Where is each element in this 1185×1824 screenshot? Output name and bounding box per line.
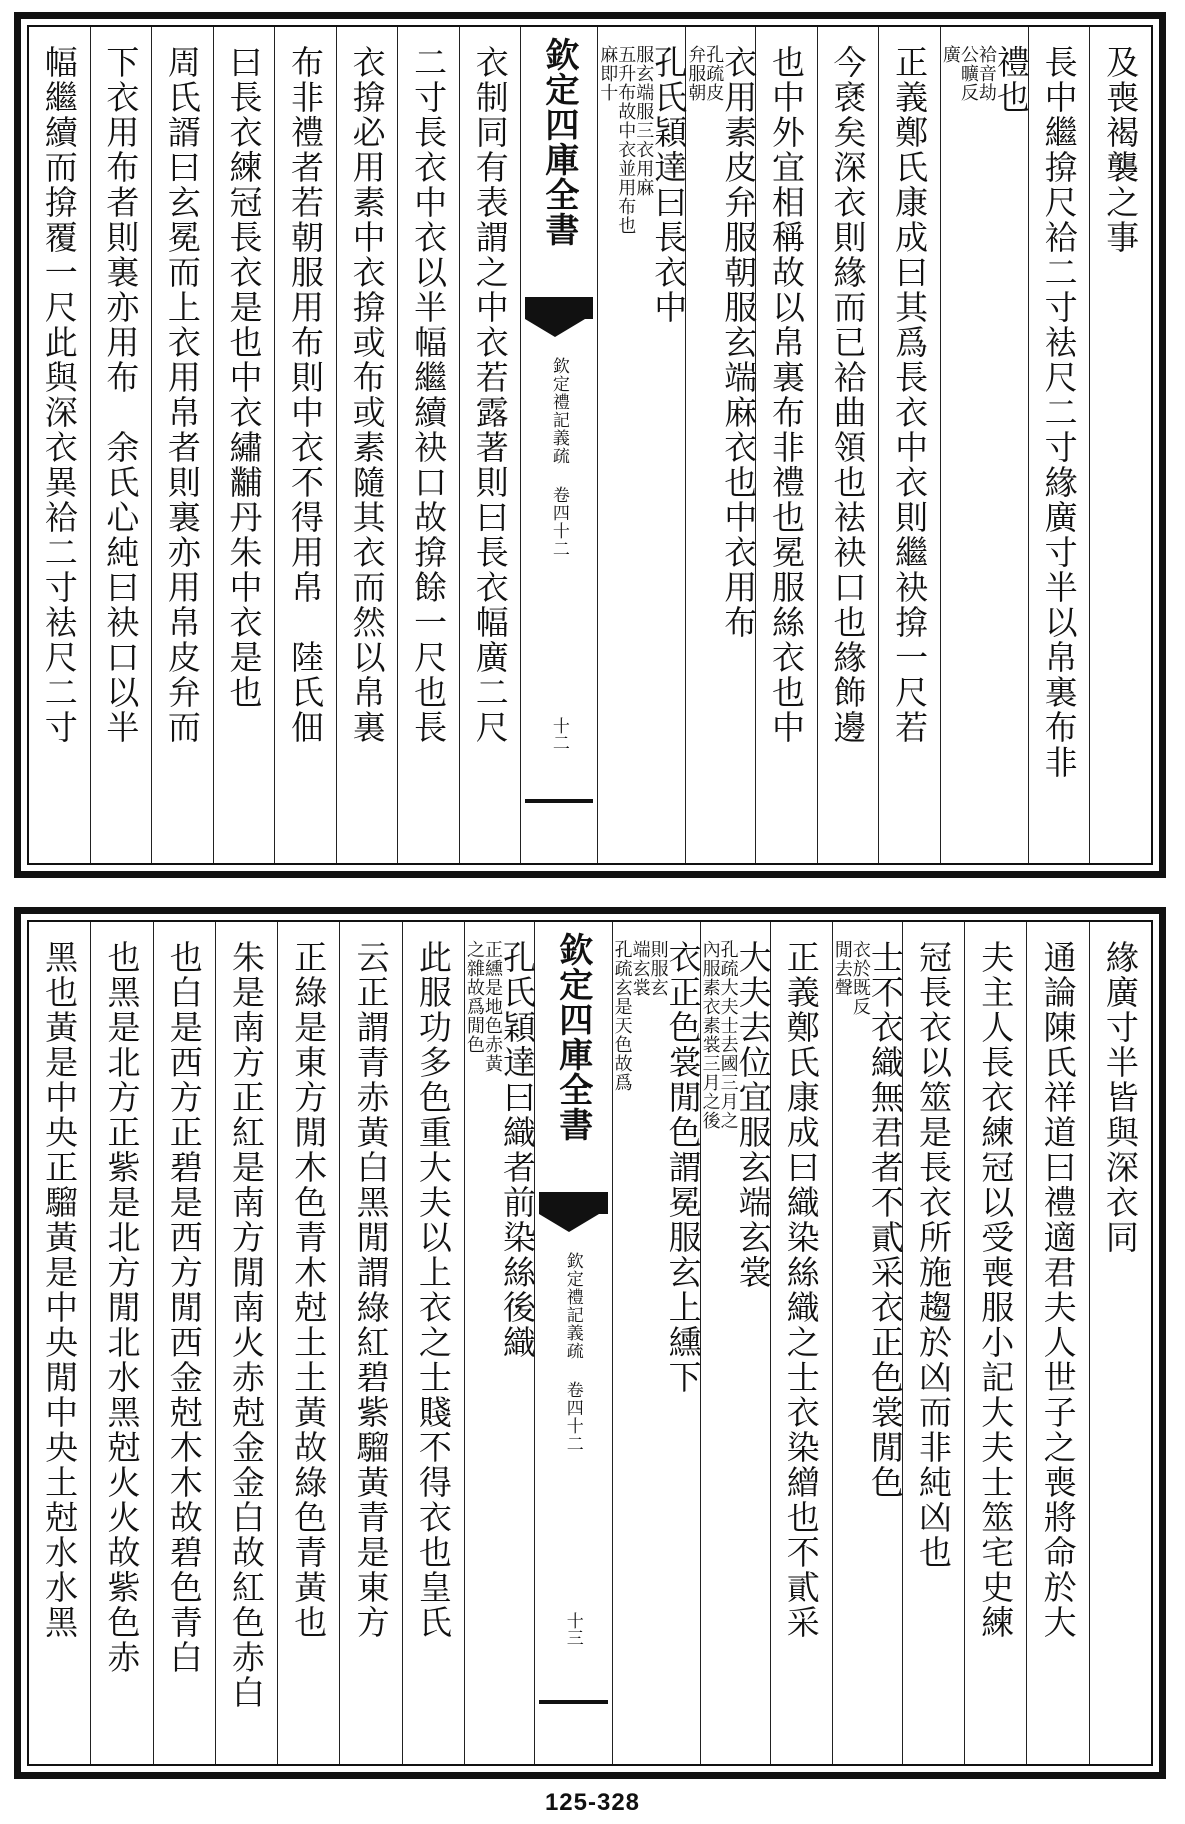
upper-page bbox=[14, 12, 1166, 878]
center-margin-column bbox=[535, 922, 613, 1764]
column-content bbox=[29, 922, 90, 1764]
column-content bbox=[597, 27, 689, 863]
main-text: 通論陳氏祥道曰禮適君夫人世子之喪將命於大 bbox=[1038, 940, 1078, 1640]
column-content bbox=[1027, 922, 1088, 1764]
text-column bbox=[337, 27, 399, 863]
main-text: 此服功多色重大夫以上衣之士賤不得衣也皇氏 bbox=[413, 940, 453, 1640]
main-text: 正義鄭氏康成曰其爲長衣中衣則繼袂揜一尺若 bbox=[890, 45, 930, 745]
volume-label: 欽定禮記義疏 卷四十二 bbox=[548, 357, 569, 558]
text-column bbox=[818, 27, 880, 863]
lower-fishtail-mark-icon bbox=[535, 1664, 612, 1704]
column-content bbox=[685, 27, 759, 863]
column-content bbox=[403, 922, 464, 1764]
book-title: 欽定四庫全書 bbox=[538, 37, 579, 247]
main-text: 長中繼揜尺袷二寸袪尺二寸緣廣寸半以帛裏布非 bbox=[1039, 45, 1079, 780]
main-text: 也黑是北方正紫是北方閒北水黑尅火火故紫色赤 bbox=[102, 940, 142, 1675]
leaf-number: 十二 bbox=[548, 717, 569, 751]
lower-page bbox=[14, 907, 1166, 1779]
annotation-note: 孔疏皮 bbox=[703, 45, 725, 102]
text-column bbox=[701, 922, 771, 1764]
main-text: 正義鄭氏康成曰織染絲織之士衣染繒也不貳采 bbox=[781, 940, 821, 1640]
main-text: 及喪褐襲之事 bbox=[1101, 45, 1141, 255]
text-column bbox=[465, 922, 535, 1764]
annotation-note: 則服玄 bbox=[647, 940, 669, 997]
lower-columns bbox=[29, 922, 1151, 1764]
main-text: 幅繼續而揜覆一尺此與深衣異袷二寸袪尺二寸 bbox=[39, 45, 79, 745]
main-text: 孔氏穎達曰織者前染絲後織 bbox=[497, 940, 537, 1360]
annotation-note: 端玄裳 bbox=[629, 940, 651, 997]
annotation-note: 閒去聲 bbox=[831, 940, 853, 997]
volume-label: 欽定禮記義疏 卷四十二 bbox=[562, 1252, 583, 1453]
fishtail-mark-icon bbox=[521, 297, 597, 347]
main-text: 曰長衣練冠長衣是也中衣繡黼丹朱中衣是也 bbox=[224, 45, 264, 710]
column-content bbox=[1029, 27, 1090, 863]
column-content bbox=[611, 922, 703, 1764]
annotation-note: 五升布故中衣並用布也 bbox=[615, 45, 637, 235]
text-column bbox=[216, 922, 278, 1764]
column-content bbox=[756, 27, 817, 863]
text-column bbox=[214, 27, 276, 863]
text-column bbox=[879, 27, 941, 863]
text-column bbox=[91, 27, 153, 863]
annotation-note: 袷音劫 bbox=[975, 45, 997, 102]
annotation-note: 孔疏玄是天色故爲 bbox=[611, 940, 633, 1092]
center-margin-column bbox=[521, 27, 598, 863]
text-column bbox=[154, 922, 216, 1764]
column-content bbox=[879, 27, 940, 863]
column-content bbox=[831, 922, 905, 1764]
main-text: 禮也 bbox=[991, 45, 1031, 115]
main-text: 衣揜必用素中衣揜或布或素隨其衣而然以帛裏 bbox=[347, 45, 387, 745]
text-column bbox=[771, 922, 833, 1764]
column-content bbox=[1090, 922, 1151, 1764]
text-column bbox=[613, 922, 701, 1764]
text-column bbox=[1090, 922, 1151, 1764]
book-title: 欽定四庫全書 bbox=[552, 932, 593, 1142]
main-text: 下衣用布者則裏亦用布 余氏心純曰袂口以半 bbox=[101, 45, 141, 745]
annotation-note: 麻即十 bbox=[597, 45, 619, 102]
text-column bbox=[340, 922, 402, 1764]
text-column bbox=[1090, 27, 1151, 863]
annotation-note: 正纁是地色赤黃 bbox=[481, 940, 503, 1073]
text-column bbox=[91, 922, 153, 1764]
fishtail-mark-icon bbox=[535, 1192, 612, 1242]
lower-page-frame bbox=[27, 920, 1153, 1766]
leaf-number: 十三 bbox=[562, 1612, 583, 1646]
column-content bbox=[965, 922, 1026, 1764]
annotation-note: 廣 bbox=[939, 45, 961, 64]
column-content bbox=[29, 27, 90, 863]
column-content bbox=[91, 27, 152, 863]
main-text: 士不衣織無君者不貳采衣正色裳閒色 bbox=[865, 940, 905, 1500]
main-text: 緣廣寸半皆與深衣同 bbox=[1100, 940, 1140, 1255]
main-text: 衣正色裳閒色謂冕服玄上纁下 bbox=[663, 940, 703, 1395]
main-text: 周氏諝曰玄冕而上衣用帛者則裏亦用帛皮弁而 bbox=[162, 45, 202, 745]
column-content bbox=[699, 922, 773, 1764]
column-content bbox=[278, 922, 339, 1764]
text-column bbox=[398, 27, 460, 863]
upper-columns bbox=[29, 27, 1151, 863]
column-content bbox=[154, 922, 215, 1764]
main-text: 朱是南方正紅是南方閒南火赤尅金金白故紅色赤白 bbox=[227, 940, 266, 1710]
column-content bbox=[152, 27, 213, 863]
main-text: 冠長衣以筮是長衣所施趨於凶而非純凶也 bbox=[914, 940, 954, 1570]
main-text: 今褎矣深衣則緣而已袷曲領也袪袂口也緣飾邊 bbox=[828, 45, 868, 745]
column-content bbox=[337, 27, 398, 863]
text-column bbox=[903, 922, 965, 1764]
annotation-note: 公曠反 bbox=[957, 45, 979, 102]
lower-fishtail-mark-icon bbox=[521, 763, 597, 803]
column-content bbox=[463, 922, 537, 1764]
text-column bbox=[1029, 27, 1091, 863]
text-column bbox=[833, 922, 903, 1764]
text-column bbox=[460, 27, 522, 863]
text-column bbox=[941, 27, 1029, 863]
column-content bbox=[214, 27, 275, 863]
text-column bbox=[403, 922, 465, 1764]
column-content bbox=[398, 27, 459, 863]
main-text: 云正謂青赤黃白黑閒謂綠紅碧紫騮黃青是東方 bbox=[351, 940, 391, 1640]
column-content bbox=[275, 27, 336, 863]
text-column bbox=[29, 27, 91, 863]
annotation-note: 內服素衣素裳三月之後 bbox=[699, 940, 721, 1130]
text-column bbox=[278, 922, 340, 1764]
column-content bbox=[818, 27, 879, 863]
main-text: 二寸長衣中衣以半幅繼續袂口故揜餘一尺也長 bbox=[409, 45, 449, 745]
column-content bbox=[216, 922, 277, 1764]
text-column bbox=[965, 922, 1027, 1764]
annotation-note: 之雜故爲閒色 bbox=[463, 940, 485, 1054]
annotation-note: 服玄端服三衣用麻 bbox=[633, 45, 655, 197]
column-content bbox=[903, 922, 964, 1764]
annotation-note: 弁服朝 bbox=[685, 45, 707, 102]
main-text: 夫主人長衣練冠以受喪服小記大夫士筮宅史練 bbox=[976, 940, 1016, 1640]
column-content bbox=[1090, 27, 1151, 863]
main-text: 正綠是東方閒木色青木尅土土黃故綠色青黃也 bbox=[289, 940, 329, 1640]
text-column bbox=[597, 27, 689, 863]
text-column bbox=[1027, 922, 1089, 1764]
upper-page-frame bbox=[27, 25, 1153, 865]
text-column bbox=[275, 27, 337, 863]
main-text: 衣用素皮弁服朝服玄端麻衣也中衣用布 bbox=[719, 45, 759, 640]
annotation-note: 孔疏大夫士去國三月之 bbox=[717, 940, 739, 1130]
main-text: 大夫去位宜服玄端玄裳 bbox=[733, 940, 773, 1290]
text-column bbox=[152, 27, 214, 863]
main-text: 衣制同有表謂之中衣若露著則曰長衣幅廣二尺 bbox=[470, 45, 510, 745]
main-text: 黑也黃是中央正騮黃是中央閒中央土尅水水黑 bbox=[40, 940, 80, 1640]
page-number: 125-328 bbox=[544, 1789, 641, 1816]
column-content bbox=[771, 922, 832, 1764]
main-text: 也中外宜相稱故以帛裏布非禮也冕服絲衣也中 bbox=[766, 45, 806, 745]
main-text: 孔氏穎達曰長衣中 bbox=[649, 45, 689, 325]
column-content bbox=[939, 27, 1031, 863]
main-text: 布非禮者若朝服用布則中衣不得用帛 陸氏佃 bbox=[286, 45, 326, 745]
text-column bbox=[29, 922, 91, 1764]
annotation-note: 衣於既反 bbox=[849, 940, 871, 1016]
text-column bbox=[685, 27, 759, 863]
column-content bbox=[91, 922, 152, 1764]
column-content bbox=[340, 922, 401, 1764]
main-text: 也白是西方正碧是西方閒西金尅木木故碧色青白 bbox=[164, 940, 204, 1675]
column-content bbox=[460, 27, 521, 863]
text-column bbox=[756, 27, 818, 863]
